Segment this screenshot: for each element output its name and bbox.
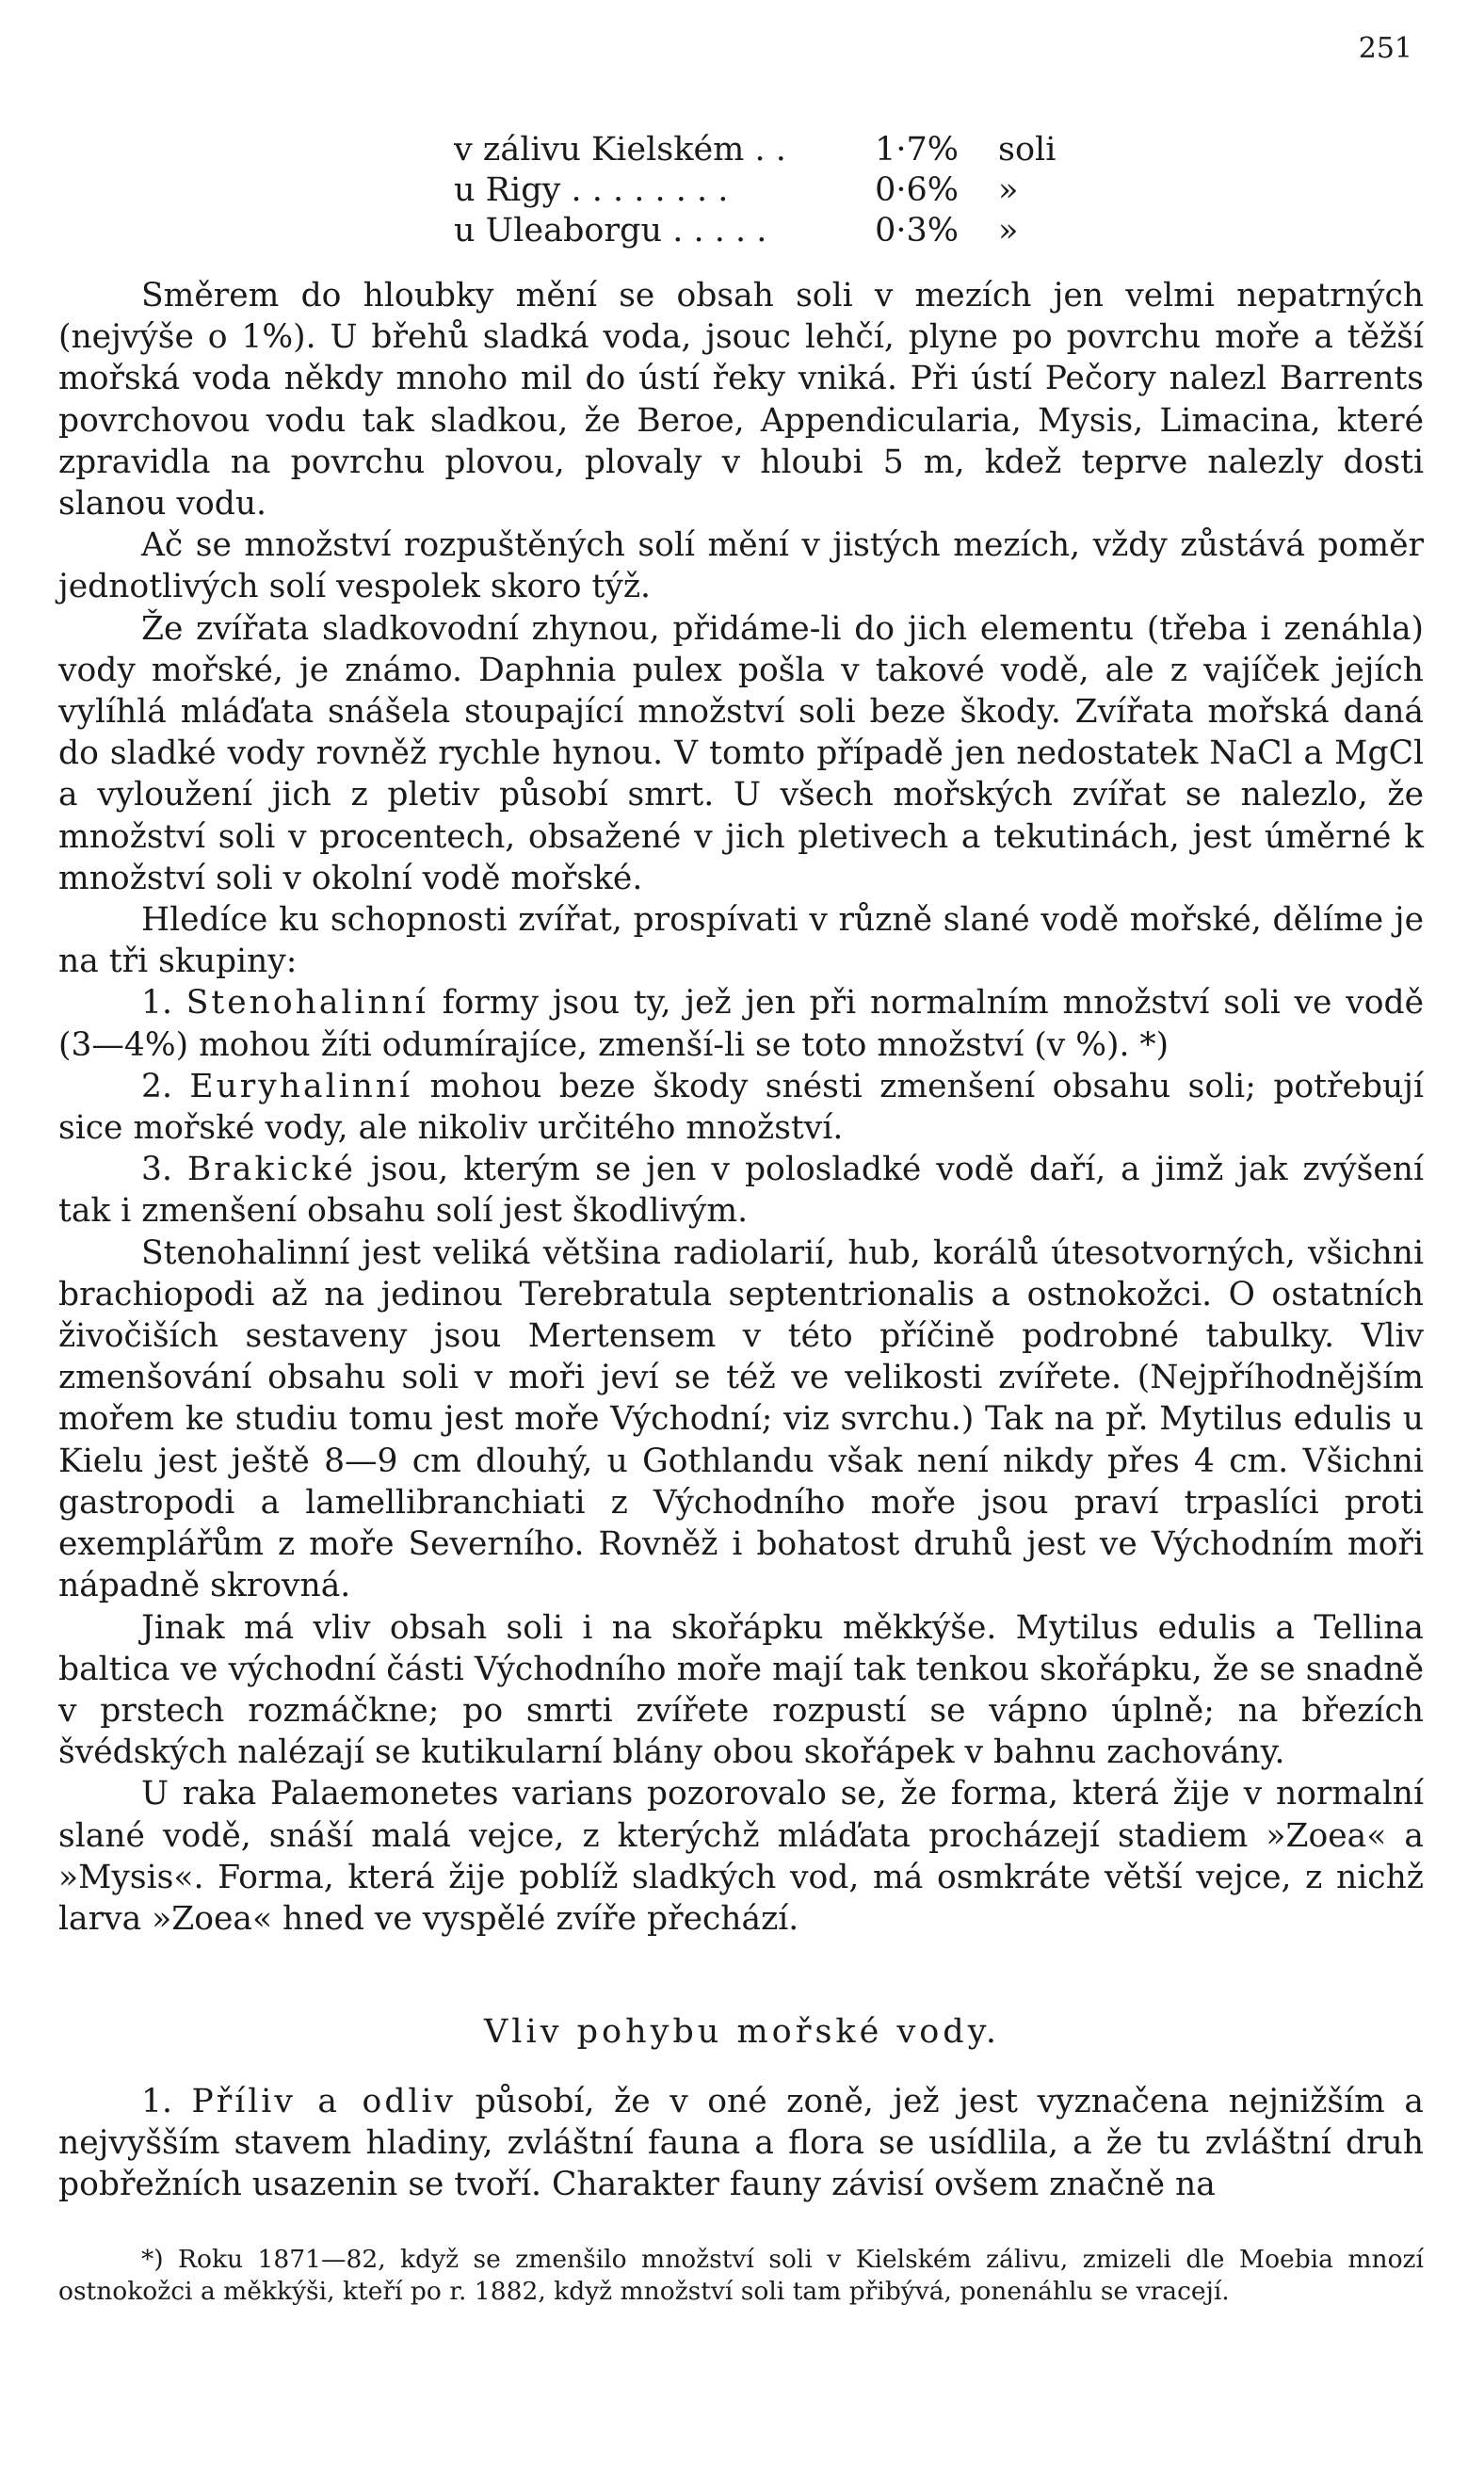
group-item	[58, 1066, 1424, 1149]
section-item	[58, 2081, 1424, 2206]
group-item	[58, 982, 1424, 1065]
salt-location: v zálivu Kielském . .	[454, 131, 786, 169]
group-term: Euryhalinní	[189, 1067, 413, 1105]
salt-location: u Uleaborgu . . . . .	[454, 212, 767, 250]
salt-row	[454, 130, 1056, 170]
paragraph: Že zvířata sladkovodní zhynou, přidáme-li do jich elementu (třeba i zenáhla) vody mořské, je známo. Daphnia pulex pošla v takové vodě, ale z vajíček jejích vylíhlá mláďata snášela stoupající množství soli beze škody. Zvířata mořská daná do sladké vody rovněž rychle hynou. V tomto případě jen nedostatek NaCl a MgCl a vyloužení jich z pletiv působí smrt. U všech mořských zvířat se nalezlo, že množství soli v procentech, obsažené v jich pletivech a tekutinách, jest úměrné k množství soli v okolní vodě mořské.	[58, 609, 1424, 897]
paragraph: Směrem do hloubky mění se obsah soli v mezích jen velmi nepatrných (nejvýše o 1%). U břehů sladká voda, jsouc lehčí, plyne po povrchu moře a těžší mořská voda někdy mnoho mil do ústí řeky vniká. Při ústí Pečory nalezl Barrents povrchovou vodu tak sladkou, že Beroe, Appendicularia, Mysis, Limacina, které zpravidla na povrchu plovou, plovaly v hloubi 5 m, kdež teprve nalezly dosti slanou vodu.	[58, 277, 1424, 524]
paragraph: Ač se množství rozpuštěných solí mění v jistých mezích, vždy zůstává poměr jednotlivých solí vespolek skoro týž.	[58, 526, 1424, 606]
paragraph: Jinak má vliv obsah soli i na skořápku měkkýše. Mytilus edulis a Tellina baltica ve východní části Východního moře mají tak tenkou skořápku, že se snadně v prstech rozmáčkne; po smrti zvířete rozpustí se vápno úplně; na březích švédských nalézají se kutikularní blány obou skořápek v bahnu zachovány.	[58, 1608, 1424, 1772]
group-item	[58, 1149, 1424, 1232]
salt-location: u Rigy . . . . . . . .	[454, 171, 729, 209]
group-term: Brakické	[186, 1151, 356, 1189]
group-number: 3.	[141, 1151, 172, 1189]
section-heading: Vliv pohybu mořské vody.	[484, 2013, 1000, 2051]
salt-value: 1·7%	[875, 131, 959, 169]
salt-unit: soli	[998, 131, 1057, 169]
salt-row	[454, 211, 1056, 251]
section-item-text: působí, že v oné zoně, jež jest vyznačena nejnižším a nejvyšším stavem hladiny, zvláštní fauna a flora se usídlila, a že tu zvláštní druh pobřežních usazenin se tvoří. Charakter fauny závisí ovšem značně na	[58, 2083, 1425, 2204]
salt-row	[454, 170, 1056, 211]
group-text: formy jsou ty, jež jen při normalním množství soli ve vodě (3—4%) mohou žíti odumírajíce, zmenší-li se toto množství (v %). *)	[58, 984, 1424, 1064]
body-text	[58, 275, 1424, 1940]
section-body	[58, 2081, 1424, 2206]
salt-unit: »	[998, 212, 1019, 250]
section-item-number: 1.	[141, 2083, 172, 2120]
group-number: 2.	[141, 1067, 172, 1105]
paragraph: Stenohalinní jest veliká většina radiolarií, hub, korálů útesotvorných, všichni brachiopodi až na jedinou Terebratula septentrionalis a ostnokožci. O ostatních živočiších sestaveny jsou Mertensem v této příčině podrobné tabulky. Vliv zmenšování obsahu soli v moři jeví se též ve velikosti zvířete. (Nejpříhodnějším mořem ke studiu tomu jest moře Východní; viz svrchu.) Tak na př. Mytilus edulis u Kielu jest ještě 8—9 cm dlouhý, u Gothlandu však není nikdy přes 4 cm. Všichni gastropodi a lamellibranchiati z Východního moře jsou praví trpaslíci proti exemplářům z moře Severního. Rovněž i bohatost druhů jest ve Východním moři nápadně skrovná.	[58, 1233, 1424, 1605]
salt-value: 0·3%	[875, 212, 959, 250]
section-item-term: Příliv a odliv	[191, 2083, 456, 2120]
paragraph: U raka Palaemonetes varians pozorovalo se, že forma, která žije v normalní slané vodě, snáší malá vejce, z kterýchž mláďata procházejí stadiem »Zoea« a »Mysis«. Forma, která žije poblíž sladkých vod, má osmkráte větší vejce, z nichž larva »Zoea« hned ve vyspělé zvíře přechází.	[58, 1775, 1424, 1938]
page-number: 251	[1358, 32, 1412, 65]
footnote-text: *) Roku 1871—82, když se zmenšilo množství soli v Kielském zálivu, zmizeli dle Moebia mnozí ostnokožci a měkkýši, kteří po r. 1882, když množství soli tam přibývá, ponenáhlu se vracejí.	[58, 2245, 1424, 2306]
group-term: Stenohalinní	[186, 984, 428, 1023]
paragraph: Hledíce ku schopnosti zvířat, prospívati v různě slané vodě mořské, dělíme je na tři skupiny:	[58, 901, 1424, 981]
salt-value: 0·6%	[875, 171, 959, 209]
salt-table	[454, 130, 1056, 251]
group-text: mohou beze škody snésti zmenšení obsahu soli; potřebují sice mořské vody, ale nikoliv určitého množství.	[58, 1067, 1424, 1148]
group-number: 1.	[141, 984, 172, 1023]
footnote	[58, 2244, 1424, 2307]
group-text: jsou, kterým se jen v polosladké vodě daří, a jimž jak zvýšení tak i zmenšení obsahu solí jest škodlivým.	[58, 1151, 1425, 1231]
salt-unit: »	[998, 171, 1019, 209]
